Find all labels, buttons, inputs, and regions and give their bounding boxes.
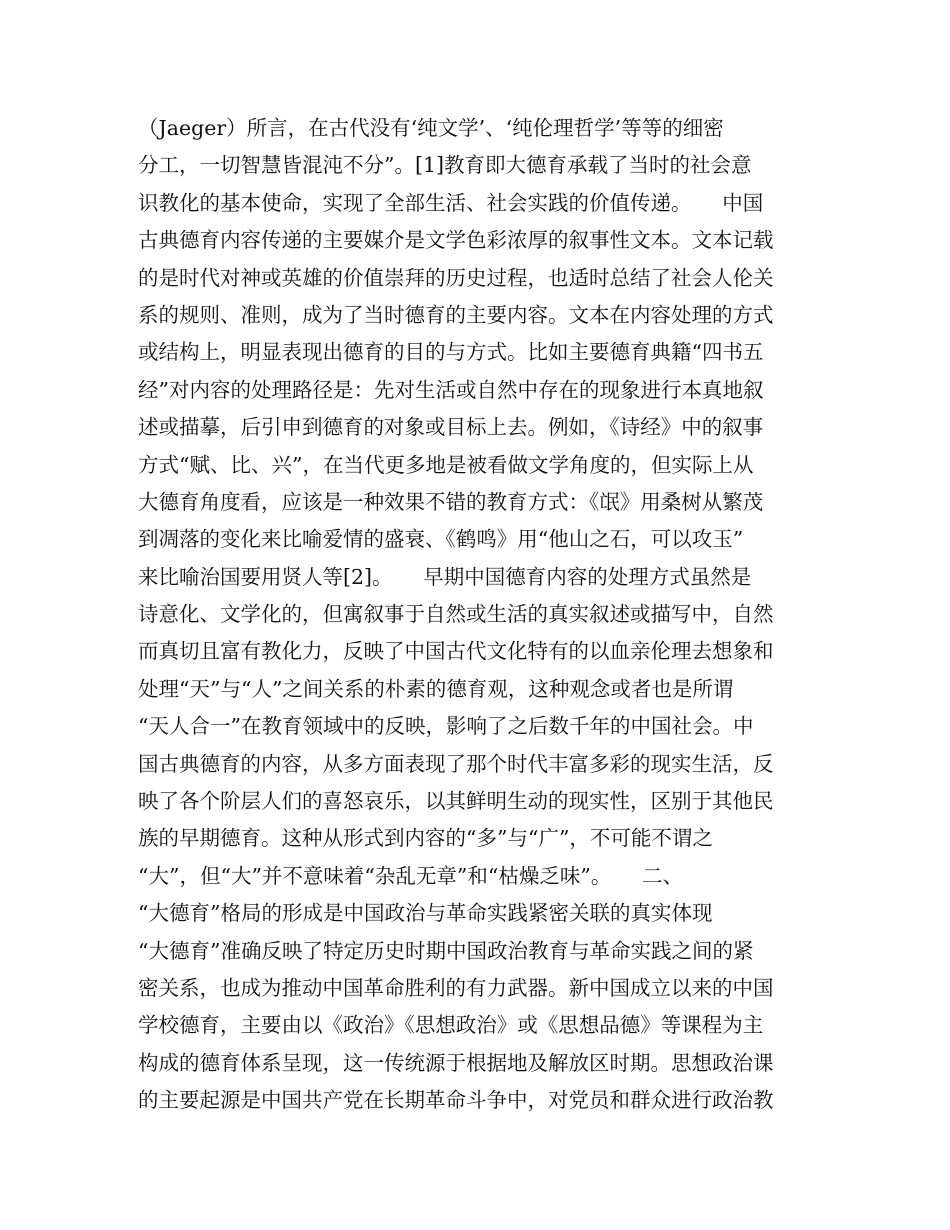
text-line: 来比喻治国要用贤人等[2]。 早期中国德育内容的处理方式虽然是 [138, 564, 752, 589]
text-line: 处理“天”与“人”之间关系的朴素的德育观，这种观念或者也是所谓 [138, 676, 734, 701]
text-line: 国古典德育的内容，从多方面表现了那个时代丰富多彩的现实生活，反 [138, 751, 774, 776]
text-line: 到凋落的变化来比喻爱情的盛衰、《鹤鸣》用“他山之石，可以攻玉” [138, 527, 744, 552]
text-line: 映了各个阶层人们的喜怒哀乐，以其鲜明生动的现实性，区别于其他民 [138, 789, 774, 814]
text-line: “大德育”格局的形成是中国政治与革命实践紧密关联的真实体现 [138, 901, 754, 926]
text-line: 系的规则、准则，成为了当时德育的主要内容。文本在内容处理的方式 [138, 302, 774, 327]
text-line: 或结构上，明显表现出德育的目的与方式。比如主要德育典籍“四书五 [138, 340, 764, 365]
text-line: 古典德育内容传递的主要媒介是文学色彩浓厚的叙事性文本。文本记载 [138, 228, 774, 253]
text-line: 述或描摹，后引申到德育的对象或目标上去。例如，《诗经》中的叙事 [138, 415, 764, 440]
body-text [138, 110, 818, 1120]
text-line: “天人合一”在教育领域中的反映，影响了之后数千年的中国社会。中 [138, 714, 754, 739]
text-line: 大德育角度看，应该是一种效果不错的教育方式：《氓》用桑树从繁茂 [138, 489, 764, 514]
text-line: 密关系，也成为推动中国革命胜利的有力武器。新中国成立以来的中国 [138, 975, 774, 1000]
text-line: 的主要起源是中国共产党在长期革命斗争中，对党员和群众进行政治教 [138, 1088, 774, 1113]
text-line: 构成的德育体系呈现，这一传统源于根据地及解放区时期。思想政治课 [138, 1050, 774, 1075]
text-line: 而真切且富有教化力，反映了中国古代文化特有的以血亲伦理去想象和 [138, 639, 774, 664]
text-line: 经”对内容的处理路径是：先对生活或自然中存在的现象进行本真地叙 [138, 377, 764, 402]
text-line: “大德育”准确反映了特定历史时期中国政治教育与革命实践之间的紧 [138, 938, 754, 963]
text-line: “大”，但“大”并不意味着“杂乱无章”和“枯燥乏味”。 二、 [138, 863, 684, 888]
text-line: 的是时代对神或英雄的价值崇拜的历史过程，也适时总结了社会人伦关 [138, 265, 774, 290]
text-line: 诗意化、文学化的，但寓叙事于自然或生活的真实叙述或描写中，自然 [138, 602, 774, 627]
text-line: （Jaeger）所言，在古代没有‘纯文学’、‘纯伦理哲学’等等的细密 [138, 116, 724, 140]
text-line: 族的早期德育。这种从形式到内容的“多”与“广”，不可能不谓之 [138, 826, 713, 851]
text-line: 分工，一切智慧皆混沌不分”。[1]教育即大德育承载了当时的社会意 [138, 153, 752, 178]
text-line: 方式“赋、比、兴”，在当代更多地是被看做文学角度的，但实际上从 [138, 452, 754, 477]
text-line: 学校德育，主要由以《政治》《思想政治》或《思想品德》等课程为主 [138, 1013, 764, 1038]
text-line: 识教化的基本使命，实现了全部生活、社会实践的价值传递。 中国 [138, 190, 764, 215]
